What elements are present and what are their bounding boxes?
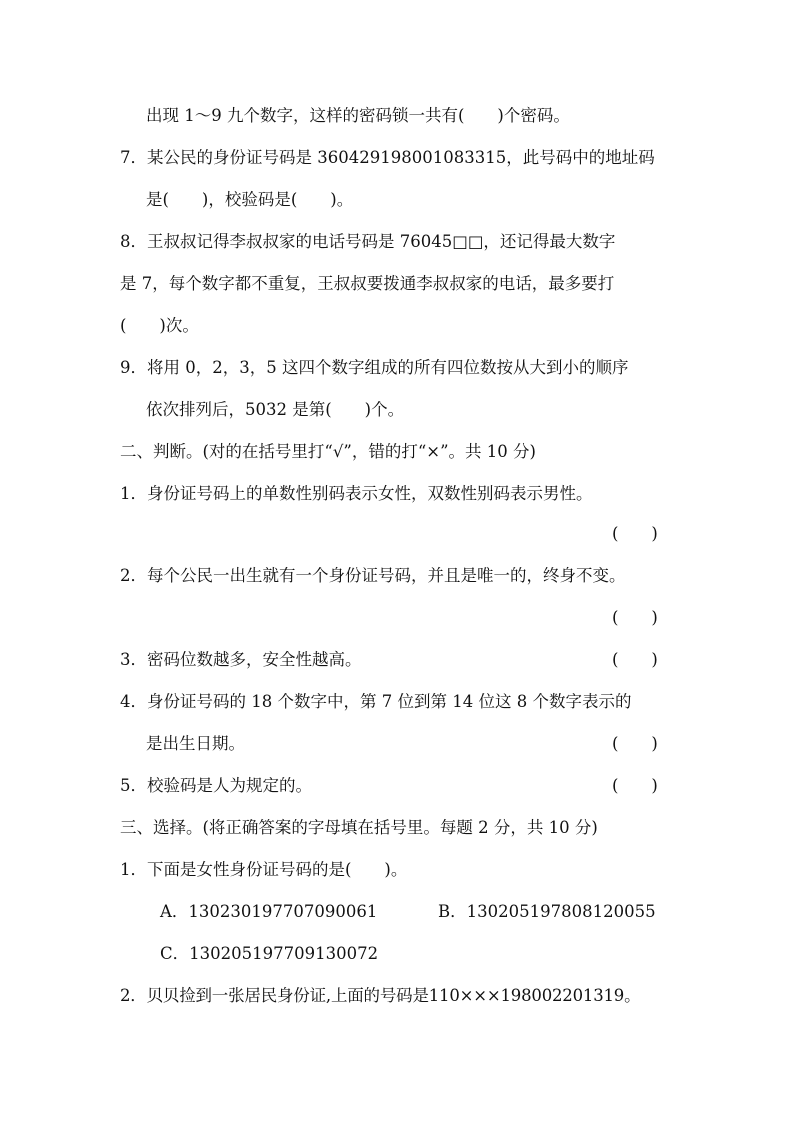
judge-item-4-answer-paren: ( ): [612, 734, 658, 753]
judge-item-4: 4．身份证号码的 18 个数字中，第 7 位到第 14 位这 8 个数字表示的: [120, 692, 632, 711]
q9-line2: 依次排列后，5032 是第( )个。: [146, 400, 405, 419]
section3-heading: 三、选择。(将正确答案的字母填在括号里。每题 2 分，共 10 分): [120, 818, 598, 837]
q8-line3: ( )次。: [120, 316, 199, 335]
judge-item-1-answer-paren: ( ): [612, 524, 658, 543]
judge-item-5-answer-paren: ( ): [612, 776, 658, 795]
judge-item-4-cont: 是出生日期。: [146, 734, 245, 753]
judge-item-3-answer-paren: ( ): [612, 650, 658, 669]
choice-q1-stem: 1．下面是女性身份证号码的是( )。: [120, 860, 408, 879]
q8-line2: 是 7，每个数字都不重复，王叔叔要拨通李叔叔家的电话，最多要打: [120, 274, 615, 293]
judge-item-5: 5．校验码是人为规定的。: [120, 776, 312, 795]
q7-line2: 是( )，校验码是( )。: [146, 190, 354, 209]
q6-continuation: 出现 1～9 九个数字，这样的密码锁一共有( )个密码。: [146, 106, 570, 125]
choice-q1-option-a: A．130230197707090061: [160, 902, 378, 921]
choice-q2-stem: 2．贝贝捡到一张居民身份证,上面的号码是110×××198002201319。: [120, 986, 641, 1005]
choice-q1-option-b: B．130205197808120055: [438, 902, 656, 921]
judge-item-2-answer-paren: ( ): [612, 608, 658, 627]
judge-item-1: 1．身份证号码上的单数性别码表示女性，双数性别码表示男性。: [120, 484, 593, 503]
q8-line1: 8．王叔叔记得李叔叔家的电话号码是 76045□□，还记得最大数字: [120, 232, 616, 251]
judge-item-3: 3．密码位数越多，安全性越高。: [120, 650, 362, 669]
q9-line1: 9．将用 0，2，3，5 这四个数字组成的所有四位数按从大到小的顺序: [120, 358, 629, 377]
judge-item-2: 2．每个公民一出生就有一个身份证号码，并且是唯一的，终身不变。: [120, 566, 626, 585]
section2-heading: 二、判断。(对的在括号里打“√”，错的打“×”。共 10 分): [120, 442, 536, 461]
q7-line1: 7．某公民的身份证号码是 360429198001083315，此号码中的地址码: [120, 148, 655, 167]
choice-q1-option-c: C．130205197709130072: [160, 944, 379, 963]
